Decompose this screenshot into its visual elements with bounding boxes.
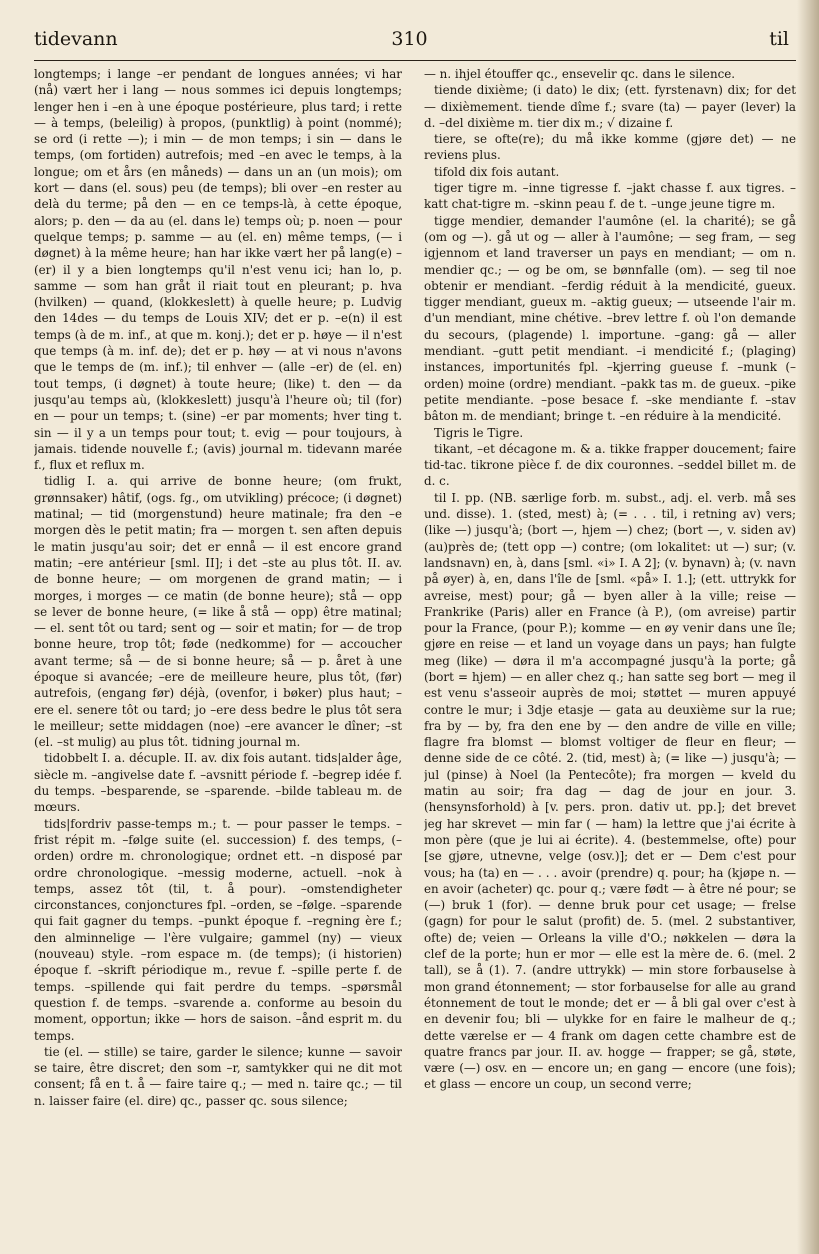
entry-paragraph: Tigris le Tigre. [434,425,524,440]
entry-paragraph: tids|fordriv passe-temps m.; t. — pour passer le temps. –frist répit m. –følge suite (el. succession) f. des temps, (–orden) ordre m. chronologique; ordnet ett. –n disposé par ordre chronologique. –messig moderne, actuell. –nok à temps, assez tôt (til, t. å pour). –omstendigheter circonstances, conjonctures fpl. –orden, se –følge. –sparende qui fait gagner du temps. –punkt époque f. –regning ère f.; den alminnelige — l'ère vulgaire; gammel (ny) — vieux (nouveau) style. –rom espace m. (de temps); (i historien) époque f. –skrift périodique m., revue f. –spille perte f. de temps. –spillende qui fait perdre du temps. –spørsmål question f. de temps. –svarende a. conforme au besoin du moment, opportun; ikke — hors de saison. –ånd esprit m. du temps. [34,816,402,1043]
entry-paragraph: til I. pp. (NB. særlige forb. m. subst., adj. el. verb. må ses und. disse). 1. (sted, mest) à; (= . . . til, i retning av) vers; (like —) jusqu'à; (bort —, hjem —) chez; (bort —, v. siden av) (au)près de; (tett opp —) contre; (om lokalitet: ut —) sur; (v. landsnavn) en, à, dans [sml. «i» I. A 2]; (v. bynavn) à; (v. navn på øyer) à, en, dans l'île de [sml. «på» I. 1.]; (ett. uttrykk for avreise, mest) pour; gå — byen aller à la ville; reise — Frankrike (Paris) aller en France (à P.), (om avreise) partir pour la France, (pour P.); komme — en øy venir dans une île; gjøre en reise — et land un voyage dans un pays; han fulgte meg (like) — døra il m'a accompagné jusqu'à la porte; gå (bort = hjem) — en aller chez q.; han satte seg bort — meg il est venu s'asseoir auprès de moi; støttet — muren appuyé contre le mur; i 3dje etasje — gata au deuxième sur la rue; fra by — by, fra den ene by — den andre de ville en ville; flagre fra blomst — blomst voltiger de fleur en fleur; — denne side de ce côté. 2. (tid, mest) à; (= like —) jusqu'à; — jul (pinse) à Noel (la Pentecôte); fra morgen — kveld du matin au soir; fra dag — dag de jour en jour. 3. (hensynsforhold) à [v. pers. pron. dativ ut. pp.]; det brevet jeg har skrevet — min far ( — ham) la lettre que j'ai écrite à mon père (que je lui ai écrite). 4. (bestemmelse, ofte) pour [se gjøre, utnevne, velge (osv.)]; det er — Dem c'est pour vous; ha (ta) en — . . . avoir (prendre) q. pour; ha (kjøpe n. — en avoir (acheter) qc. pour q.; være født — à être né pour; se (—) bruk 1 (for). — denne bruk pour cet usage; — frelse (gagn) for pour le salut (profit) de. 5. (mel. 2 substantiver, ofte) de; veien — Orleans la ville d'O.; nøkkelen — døra la clef de la porte; hun er mor — elle est la mère de. 6. (mel. 2 tall), se å (1). 7. (andre uttrykk) — min store forbauselse à mon grand étonnement; — stor forbauselse for alle au grand étonnement de tout le monde; det er — å bli gal over c'est à en devenir fou; bli — ulykke for en faire le malheur de q.; dette værelse er — 4 frank om dagen cette chambre est de quatre francs par jour. II. av. hogge — frapper; se gå, støte, være (—) osv. en — encore un; en gang — encore (une fois); et glass — encore un coup, un second verre; [424,490,796,1092]
entry-paragraph: tie (el. — stille) se taire, garder le silence; kunne — savoir se taire, être discret; den som –r, samtykker qui ne dit mot consent; få en t. å — faire taire q.; — med n. taire qc.; — til n. laisser faire (el. dire) qc., passer qc. sous silence; [34,1044,402,1108]
headword-left: tidevann [34,28,118,50]
header-rule [34,60,796,61]
entry-paragraph: tidlig I. a. qui arrive de bonne heure; (om frukt, grønnsaker) hâtif, (ogs. fg., om utvikling) précoce; (i døgnet) matinal; — tid (morgenstund) heure matinale; fra den –e morgen dès le petit matin; fra — morgen t. sen aften depuis le matin jusqu'au soir; det er ennå — il est encore grand matin; –ere antérieur [sml. II]; i det –ste au plus tôt. II. av. de bonne heure; — om morgenen de grand matin; — i morges, i morges — ce matin (de bonne heure); stå — opp se lever de bonne heure, (= like å stå — opp) être matinal; — el. sent tôt ou tard; sent og — soir et matin; for — de trop bonne heure, trop tôt; føde (nedkomme) for — accoucher avant terme; så — de si bonne heure; så — p. året à une époque si avancée; –ere de meilleure heure, plus tôt, (før) autrefois, (engang før) déjà, (ovenfor, i bøker) plus haut; –ere el. senere tôt ou tard; jo –ere dess bedre le plus tôt sera le meilleur; sette middagen (noe) –ere avancer le dîner; –st (el. –st mulig) au plus tôt. tidning journal m. [34,474,402,750]
entry-paragraph: tifold dix fois autant. [434,164,560,179]
right-column [424,66,796,1246]
entry-paragraph: — n. ihjel étouffer qc., ensevelir qc. dans le silence. [424,67,736,81]
left-column [34,66,402,1246]
entry-paragraph: tidobbelt I. a. décuple. II. av. dix fois autant. tids|alder âge, siècle m. –angivelse date f. –avsnitt période f. –begrep idée f. du temps. –besparende, se –sparende. –bilde tableau m. de mœurs. [34,751,402,815]
entry-paragraph: tiger tigre m. –inne tigresse f. –jakt chasse f. aux tigres. –katt chat-tigre m. –skinn peau f. de t. –unge jeune tigre m. [424,181,796,212]
entry-paragraph: longtemps; i lange –er pendant de longues années; vi har (nå) vært her i lang — nous sommes ici depuis longtemps; lenger hen i –en à une époque postérieure, plus tard; i rette — à temps, (beleilig) à propos, (punktlig) à point (nommé); se ord (i rette —); i min — de mon temps; i sin — dans le temps, (om fortiden) autrefois; med –en avec le temps, à la longue; om et års (en måneds) — dans un an (un mois); om kort — dans (el. sous) peu (de temps); bli over –en rester au delà du terme; på den — en ce temps-là, à cette époque, alors; p. den — da au (el. dans le) temps où; p. noen — pour quelque temps; p. samme — au (el. en) même temps, (— i døgnet) à la même heure; han har ikke vært her på lang(e) –(er) il y a bien longtemps qu'il n'est venu ici; han lo, p. samme — som han gråt il riait tout en pleurant; p. hva (hvilken) — quand, (klokkeslett) à quelle heure; p. Ludvig den 14des — du temps de Louis XIV; det er p. –e(n) il est temps (à de m. inf., at que m. konj.); det er p. høye — il n'est que temps (à m. inf. de); det er p. høy — at vi nous n'avons que le temps de (m. inf.); til enhver — (alle –er) de (el. en) tout temps, (i døgnet) à toute heure; (like) t. den — da jusqu'au temps aù, (klokkeslett) jusqu'à l'heure où; til (for) en — pour un temps; t. (sine) –er par moments; hver ting t. sin — il y a un temps pour tout; t. evig — pour toujours, à jamais. tidende nouvelle f.; (avis) journal m. tidevann marée f., flux et reflux m. [34,67,402,473]
page-edge-shadow [797,0,819,1254]
entry-paragraph: tikant, –et décagone m. & a. tikke frapper doucement; faire tid-tac. tikrone pièce f. de dix couronnes. –seddel billet m. de d. c. [424,441,796,489]
entry-paragraph: tiende dixième; (i dato) le dix; (ett. fyrstenavn) dix; for det — dixièmement. tiende dîme f.; svare (ta) — payer (lever) la d. –del dixième m. tier dix m.; √ dizaine f. [424,83,796,130]
entry-paragraph: tiere, se ofte(re); du må ikke komme (gjøre det) — ne reviens plus. [424,132,796,163]
page-number: 310 [391,28,428,50]
entry-paragraph: tigge mendier, demander l'aumône (el. la charité); se gå (om og —). gå ut og — aller à l'aumône; — seg fram, — seg igjennom et land traverser un pays en mendiant; — om n. mendier qc.; — og be om, se bønnfalle (om). — seg til noe obtenir er mendiant. –ferdig réduit à la mendicité, gueux. tigger mendiant, gueux m. –aktig gueux; — utseende l'air m. d'un mendiant, mine chétive. –brev lettre f. où l'on demande du secours, (plagende) l. importune. –gang: gå — aller mendiant. –gutt petit mendiant. –i mendicité f.; (plaging) instances, importunités fpl. –kjerring gueuse f. –munk (–orden) moine (ordre) mendiant. –pakk tas m. de gueux. –pike petite mendiante. –pose besace f. –ske mendiante f. –stav bâton m. de mendiant; bringe t. –en réduire à la mendicité. [424,213,796,424]
headword-right: til [769,28,789,50]
